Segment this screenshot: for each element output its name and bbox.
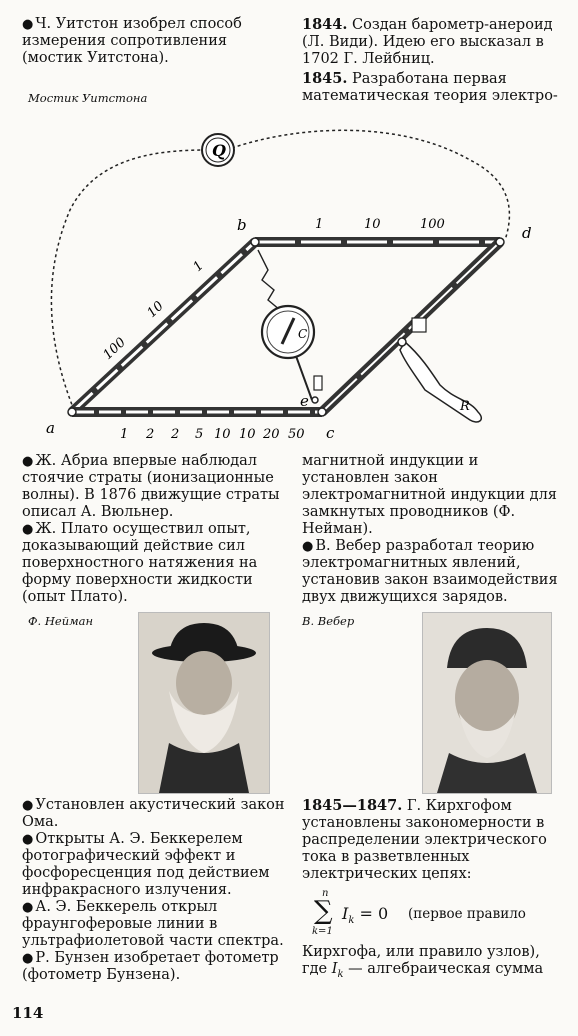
- bullet-icon: ●: [22, 951, 34, 966]
- kirchhoff-formula: [312, 888, 562, 940]
- entry-year: 1844.: [302, 16, 348, 33]
- formula-var: I: [342, 904, 349, 923]
- scale-label: 1: [190, 258, 207, 275]
- formula-eq: = 0: [354, 904, 389, 923]
- scale-label: 5: [195, 427, 204, 440]
- scale-label: 50: [288, 427, 305, 440]
- entry-text: Создан барометр-анероид (Л. Види). Идею его высказал в 1702 Г. Лейбниц.: [302, 17, 553, 67]
- entry-text: Разработана первая математическая теория электро-: [302, 71, 558, 104]
- entry-text: Открыты А. Э. Беккерелем фотографический эффект и фосфоресценция под действием инфракрасного излучения.: [22, 831, 270, 898]
- entry-text: А. Э. Беккерель открыл фраунгоферовые линии в ультрафиолетовой части спектра.: [22, 899, 284, 949]
- scale-label: 1: [315, 217, 324, 232]
- bullet-icon: ●: [22, 17, 34, 32]
- scale-label: 10: [144, 298, 167, 321]
- bullet-icon: ●: [22, 900, 34, 915]
- wheatstone-bridge-diagram: [0, 100, 578, 440]
- formula-note: (первое правило: [408, 906, 526, 922]
- diagram-caption: Мостик Уитстона: [28, 91, 148, 105]
- node-label-d: d: [522, 224, 532, 242]
- meter-label: C: [298, 327, 308, 341]
- node-label-c: c: [326, 424, 335, 440]
- node-label-e: e: [300, 392, 309, 410]
- scale-label: 10: [364, 217, 381, 232]
- sum-upper-limit: n: [322, 888, 329, 899]
- resistor-label: R: [460, 399, 470, 414]
- formula-sub: k: [348, 915, 355, 927]
- scale-label: 100: [420, 217, 445, 232]
- scale-label: 10: [239, 427, 256, 440]
- bottom-right-entry: [302, 797, 558, 883]
- bullet-icon: ●: [22, 522, 34, 537]
- entry-text: Р. Бунзен изобретает фотометр (фотометр Бунзена).: [22, 950, 279, 983]
- bullet-icon: ●: [22, 832, 34, 847]
- entry-text: Установлен акустический закон Ома.: [22, 797, 285, 830]
- entry-text: В. Вебер разработал теорию электромагнитных явлений, установив закон взаимодействия двух движущихся зарядов.: [302, 538, 558, 605]
- middle-left-entries: [22, 453, 288, 606]
- sum-lower-limit: k=1: [312, 926, 333, 937]
- portrait-weber: [422, 612, 552, 794]
- galvanometer-label: Q: [212, 141, 226, 160]
- entry-text: магнитной индукции и установлен закон электромагнитной индукции для замкнутых проводников (Ф. Нейман).: [302, 453, 557, 537]
- entry-text: — алгебраическая сумма: [348, 961, 544, 977]
- portrait-caption-right: В. Вебер: [302, 614, 355, 628]
- entry-text: Г. Кирхгофом установлены закономерности в распределении электрического тока в разветвленных электрических цепях:: [302, 798, 547, 882]
- entry-text: Ж. Плато осуществил опыт, доказывающий действие сил поверхностного натяжения на форму поверхности жидкости (опыт Плато).: [22, 521, 258, 605]
- entry-text: Кирхгофа, или правило узлов), где: [302, 944, 540, 977]
- entry-year: 1845.: [302, 70, 348, 87]
- portrait-neumann: [138, 612, 270, 794]
- portrait-caption-left: Ф. Нейман: [28, 614, 94, 628]
- scale-label: 2: [171, 427, 180, 440]
- bullet-icon: ●: [302, 539, 314, 554]
- entry-text: Ч. Уитстон изобрел способ измерения сопротивления (мостик Уитстона).: [22, 16, 242, 66]
- bullet-icon: ●: [22, 798, 34, 813]
- scale-label: 20: [263, 427, 280, 440]
- node-label-a: a: [46, 419, 55, 437]
- formula-var: I: [331, 961, 338, 977]
- bullet-icon: ●: [22, 454, 34, 469]
- top-right-entries: [302, 16, 558, 105]
- page-number: 114: [12, 1004, 44, 1022]
- node-label-b: b: [237, 216, 247, 234]
- entry-text: Ж. Абриа впервые наблюдал стоячие страты (ионизационные волны). В 1876 движущие страты описал А. Вюльнер.: [22, 453, 280, 520]
- scale-label: 10: [214, 427, 231, 440]
- scale-label: 1: [120, 427, 129, 440]
- middle-right-entries: [302, 453, 558, 606]
- bottom-right-tail: [302, 944, 558, 983]
- scale-label: 2: [146, 427, 155, 440]
- bottom-left-entries: [22, 797, 288, 984]
- formula-term: [342, 904, 388, 926]
- formula-sub: k: [337, 968, 344, 980]
- top-left-entry: [22, 16, 284, 67]
- scale-label: 100: [100, 335, 129, 363]
- entry-year: 1845—1847.: [302, 797, 403, 814]
- sum-symbol: ∑: [314, 896, 333, 926]
